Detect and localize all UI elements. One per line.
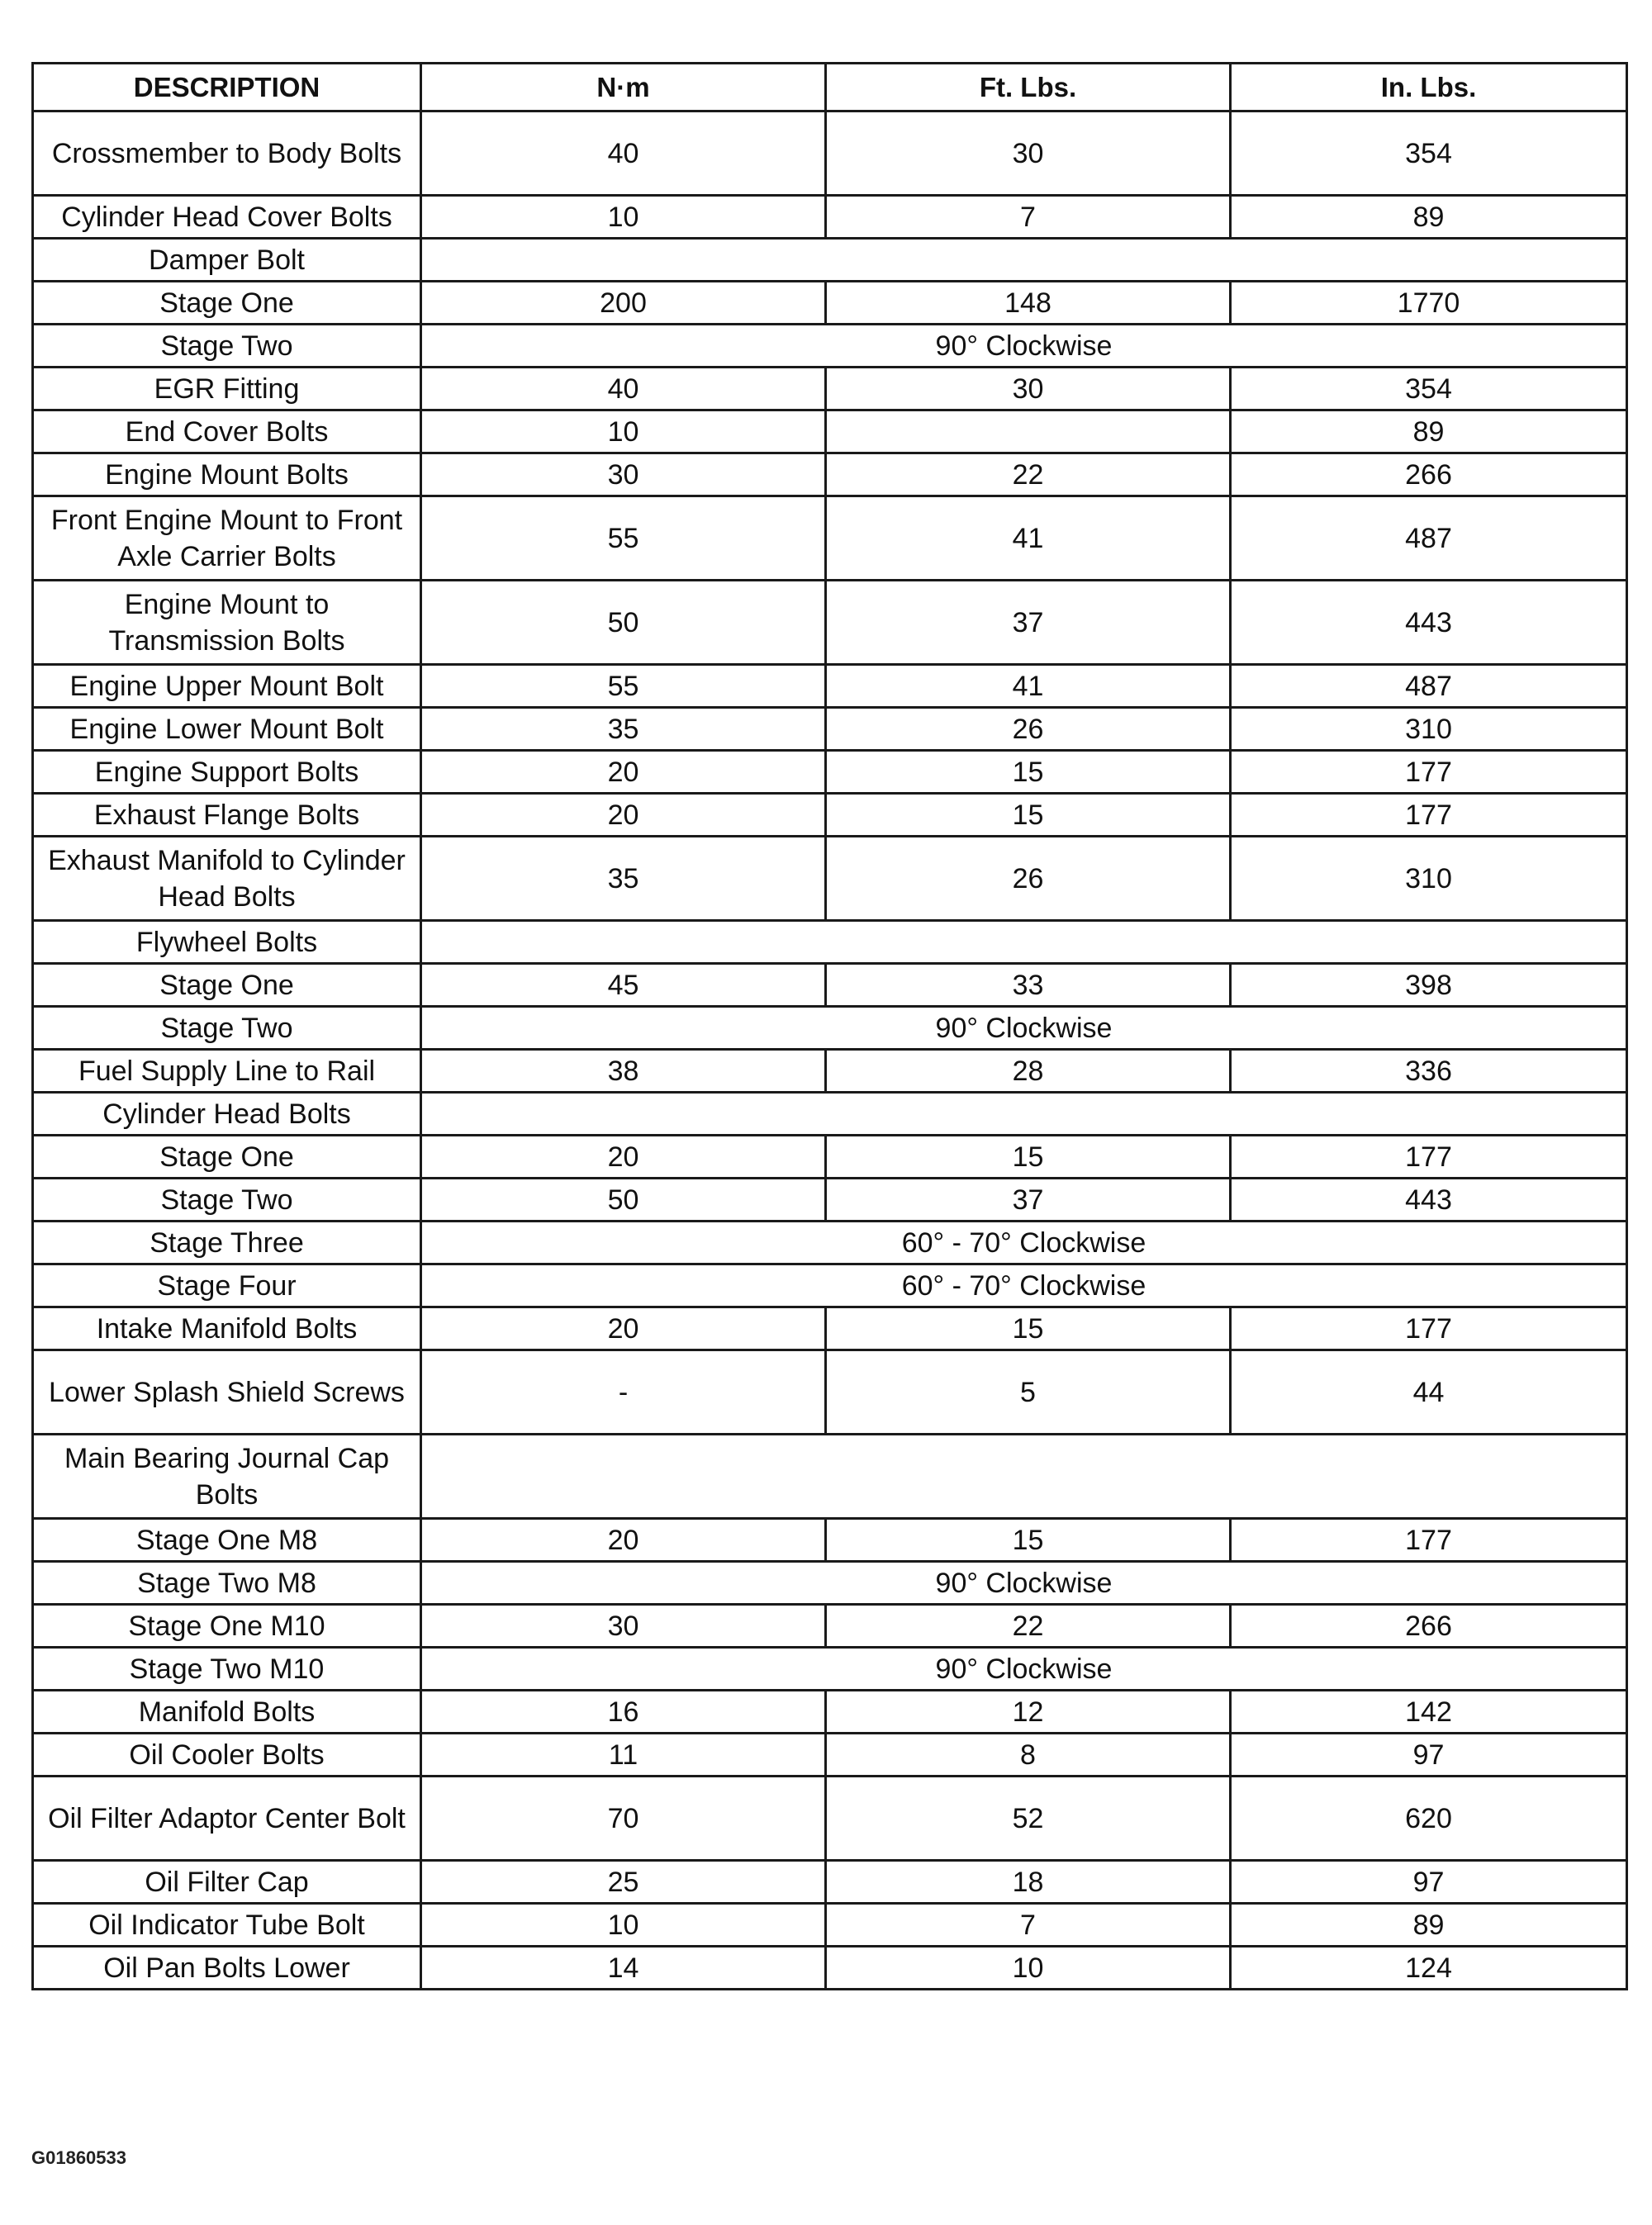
ft-lbs-cell: 30: [826, 368, 1231, 410]
ft-lbs-cell: 28: [826, 1050, 1231, 1093]
in-lbs-cell: 177: [1231, 751, 1627, 794]
table-row: [33, 496, 1627, 581]
nm-cell: 30: [421, 453, 826, 496]
description-cell: Damper Bolt: [33, 239, 421, 282]
description-cell: Oil Filter Adaptor Center Bolt: [33, 1777, 421, 1861]
table-row: [33, 1562, 1627, 1605]
description-cell: Oil Indicator Tube Bolt: [33, 1904, 421, 1947]
description-cell: Stage One M10: [33, 1605, 421, 1648]
spanned-value-cell: 90° Clockwise: [421, 1562, 1627, 1605]
description-cell: EGR Fitting: [33, 368, 421, 410]
ft-lbs-cell: 8: [826, 1734, 1231, 1777]
table-row: [33, 837, 1627, 921]
description-cell: Manifold Bolts: [33, 1691, 421, 1734]
spanned-value-cell: 60° - 70° Clockwise: [421, 1264, 1627, 1307]
nm-cell: -: [421, 1350, 826, 1435]
in-lbs-cell: 266: [1231, 1605, 1627, 1648]
table-row: [33, 1904, 1627, 1947]
ft-lbs-cell: 41: [826, 496, 1231, 581]
ft-lbs-cell: 15: [826, 1307, 1231, 1350]
nm-cell: 40: [421, 368, 826, 410]
in-lbs-cell: 354: [1231, 111, 1627, 196]
table-row: [33, 751, 1627, 794]
in-lbs-cell: 336: [1231, 1050, 1627, 1093]
table-row: [33, 325, 1627, 368]
table-row: [33, 453, 1627, 496]
nm-cell: 10: [421, 410, 826, 453]
table-row: [33, 196, 1627, 239]
description-cell: Engine Mount to Transmission Bolts: [33, 581, 421, 665]
nm-cell: 50: [421, 581, 826, 665]
description-cell: Stage Three: [33, 1222, 421, 1264]
description-cell: Stage Four: [33, 1264, 421, 1307]
header-row: [33, 64, 1627, 111]
nm-cell: 55: [421, 496, 826, 581]
description-cell: Stage One M8: [33, 1519, 421, 1562]
description-cell: Fuel Supply Line to Rail: [33, 1050, 421, 1093]
in-lbs-cell: 354: [1231, 368, 1627, 410]
spanned-value-cell: 90° Clockwise: [421, 1648, 1627, 1691]
in-lbs-cell: 177: [1231, 794, 1627, 837]
in-lbs-cell: 443: [1231, 581, 1627, 665]
table-row: [33, 964, 1627, 1007]
table-row: [33, 1777, 1627, 1861]
in-lbs-cell: 1770: [1231, 282, 1627, 325]
table-row: [33, 1947, 1627, 1990]
table-row: [33, 410, 1627, 453]
torque-spec-table: [31, 62, 1628, 1990]
description-cell: Stage Two M10: [33, 1648, 421, 1691]
ft-lbs-cell: 22: [826, 453, 1231, 496]
ft-lbs-cell: 52: [826, 1777, 1231, 1861]
header-in-lbs: In. Lbs.: [1231, 64, 1627, 111]
in-lbs-cell: 177: [1231, 1136, 1627, 1179]
description-cell: Intake Manifold Bolts: [33, 1307, 421, 1350]
description-cell: Exhaust Manifold to Cylinder Head Bolts: [33, 837, 421, 921]
description-cell: Cylinder Head Cover Bolts: [33, 196, 421, 239]
table-row: [33, 1264, 1627, 1307]
nm-cell: 45: [421, 964, 826, 1007]
description-cell: Stage One: [33, 282, 421, 325]
ft-lbs-cell: 15: [826, 1519, 1231, 1562]
table-row: [33, 665, 1627, 708]
nm-cell: 40: [421, 111, 826, 196]
nm-cell: 35: [421, 708, 826, 751]
table-row: [33, 111, 1627, 196]
ft-lbs-cell: 12: [826, 1691, 1231, 1734]
description-cell: Cylinder Head Bolts: [33, 1093, 421, 1136]
in-lbs-cell: 398: [1231, 964, 1627, 1007]
ft-lbs-cell: 33: [826, 964, 1231, 1007]
nm-cell: 20: [421, 751, 826, 794]
description-cell: Lower Splash Shield Screws: [33, 1350, 421, 1435]
in-lbs-cell: 89: [1231, 410, 1627, 453]
description-cell: Flywheel Bolts: [33, 921, 421, 964]
ft-lbs-cell: 15: [826, 751, 1231, 794]
nm-cell: 14: [421, 1947, 826, 1990]
in-lbs-cell: 44: [1231, 1350, 1627, 1435]
in-lbs-cell: 310: [1231, 708, 1627, 751]
description-cell: Stage One: [33, 1136, 421, 1179]
table-row: [33, 708, 1627, 751]
header-ft-lbs: Ft. Lbs.: [826, 64, 1231, 111]
nm-cell: 50: [421, 1179, 826, 1222]
ft-lbs-cell: 37: [826, 1179, 1231, 1222]
empty-group-cell: [421, 1435, 1627, 1519]
table-row: [33, 1435, 1627, 1519]
empty-group-cell: [421, 1093, 1627, 1136]
ft-lbs-cell: 26: [826, 708, 1231, 751]
description-cell: Exhaust Flange Bolts: [33, 794, 421, 837]
table-row: [33, 1307, 1627, 1350]
description-cell: Engine Upper Mount Bolt: [33, 665, 421, 708]
nm-cell: 30: [421, 1605, 826, 1648]
in-lbs-cell: 97: [1231, 1861, 1627, 1904]
in-lbs-cell: 310: [1231, 837, 1627, 921]
description-cell: Engine Mount Bolts: [33, 453, 421, 496]
table-row: [33, 794, 1627, 837]
description-cell: Stage One: [33, 964, 421, 1007]
header-nm: N·m: [421, 64, 826, 111]
table-row: [33, 1861, 1627, 1904]
table-row: [33, 282, 1627, 325]
description-cell: Front Engine Mount to Front Axle Carrier Bolts: [33, 496, 421, 581]
nm-cell: 20: [421, 1136, 826, 1179]
in-lbs-cell: 177: [1231, 1519, 1627, 1562]
spanned-value-cell: 60° - 70° Clockwise: [421, 1222, 1627, 1264]
description-cell: Stage Two: [33, 1179, 421, 1222]
table-row: [33, 368, 1627, 410]
ft-lbs-cell: 15: [826, 1136, 1231, 1179]
ft-lbs-cell: 5: [826, 1350, 1231, 1435]
ft-lbs-cell: 22: [826, 1605, 1231, 1648]
table-row: [33, 1050, 1627, 1093]
ft-lbs-cell: 41: [826, 665, 1231, 708]
nm-cell: 70: [421, 1777, 826, 1861]
in-lbs-cell: 142: [1231, 1691, 1627, 1734]
in-lbs-cell: 620: [1231, 1777, 1627, 1861]
in-lbs-cell: 177: [1231, 1307, 1627, 1350]
ft-lbs-cell: [826, 410, 1231, 453]
in-lbs-cell: 487: [1231, 665, 1627, 708]
in-lbs-cell: 266: [1231, 453, 1627, 496]
spanned-value-cell: 90° Clockwise: [421, 325, 1627, 368]
ft-lbs-cell: 18: [826, 1861, 1231, 1904]
nm-cell: 10: [421, 1904, 826, 1947]
nm-cell: 10: [421, 196, 826, 239]
description-cell: Oil Pan Bolts Lower: [33, 1947, 421, 1990]
empty-group-cell: [421, 921, 1627, 964]
nm-cell: 35: [421, 837, 826, 921]
ft-lbs-cell: 37: [826, 581, 1231, 665]
nm-cell: 20: [421, 1307, 826, 1350]
spanned-value-cell: 90° Clockwise: [421, 1007, 1627, 1050]
description-cell: Stage Two: [33, 325, 421, 368]
nm-cell: 20: [421, 794, 826, 837]
in-lbs-cell: 124: [1231, 1947, 1627, 1990]
table-row: [33, 921, 1627, 964]
figure-id: G01860533: [31, 2147, 126, 2168]
nm-cell: 25: [421, 1861, 826, 1904]
description-cell: Oil Filter Cap: [33, 1861, 421, 1904]
table-row: [33, 1350, 1627, 1435]
description-cell: End Cover Bolts: [33, 410, 421, 453]
nm-cell: 20: [421, 1519, 826, 1562]
ft-lbs-cell: 10: [826, 1947, 1231, 1990]
ft-lbs-cell: 15: [826, 794, 1231, 837]
ft-lbs-cell: 30: [826, 111, 1231, 196]
table-row: [33, 1519, 1627, 1562]
nm-cell: 200: [421, 282, 826, 325]
description-cell: Main Bearing Journal Cap Bolts: [33, 1435, 421, 1519]
description-cell: Engine Support Bolts: [33, 751, 421, 794]
table-row: [33, 1605, 1627, 1648]
ft-lbs-cell: 7: [826, 1904, 1231, 1947]
description-cell: Oil Cooler Bolts: [33, 1734, 421, 1777]
in-lbs-cell: 487: [1231, 496, 1627, 581]
table-row: [33, 1648, 1627, 1691]
nm-cell: 55: [421, 665, 826, 708]
table-row: [33, 239, 1627, 282]
table-row: [33, 1691, 1627, 1734]
empty-group-cell: [421, 239, 1627, 282]
table-row: [33, 1222, 1627, 1264]
table-body: [33, 111, 1627, 1990]
table-row: [33, 1179, 1627, 1222]
ft-lbs-cell: 26: [826, 837, 1231, 921]
table-row: [33, 581, 1627, 665]
nm-cell: 16: [421, 1691, 826, 1734]
header-description: DESCRIPTION: [33, 64, 421, 111]
nm-cell: 11: [421, 1734, 826, 1777]
description-cell: Stage Two: [33, 1007, 421, 1050]
in-lbs-cell: 89: [1231, 1904, 1627, 1947]
table-row: [33, 1007, 1627, 1050]
description-cell: Stage Two M8: [33, 1562, 421, 1605]
description-cell: Engine Lower Mount Bolt: [33, 708, 421, 751]
description-cell: Crossmember to Body Bolts: [33, 111, 421, 196]
in-lbs-cell: 443: [1231, 1179, 1627, 1222]
table-row: [33, 1093, 1627, 1136]
in-lbs-cell: 89: [1231, 196, 1627, 239]
table-row: [33, 1734, 1627, 1777]
ft-lbs-cell: 7: [826, 196, 1231, 239]
nm-cell: 38: [421, 1050, 826, 1093]
ft-lbs-cell: 148: [826, 282, 1231, 325]
in-lbs-cell: 97: [1231, 1734, 1627, 1777]
table-row: [33, 1136, 1627, 1179]
